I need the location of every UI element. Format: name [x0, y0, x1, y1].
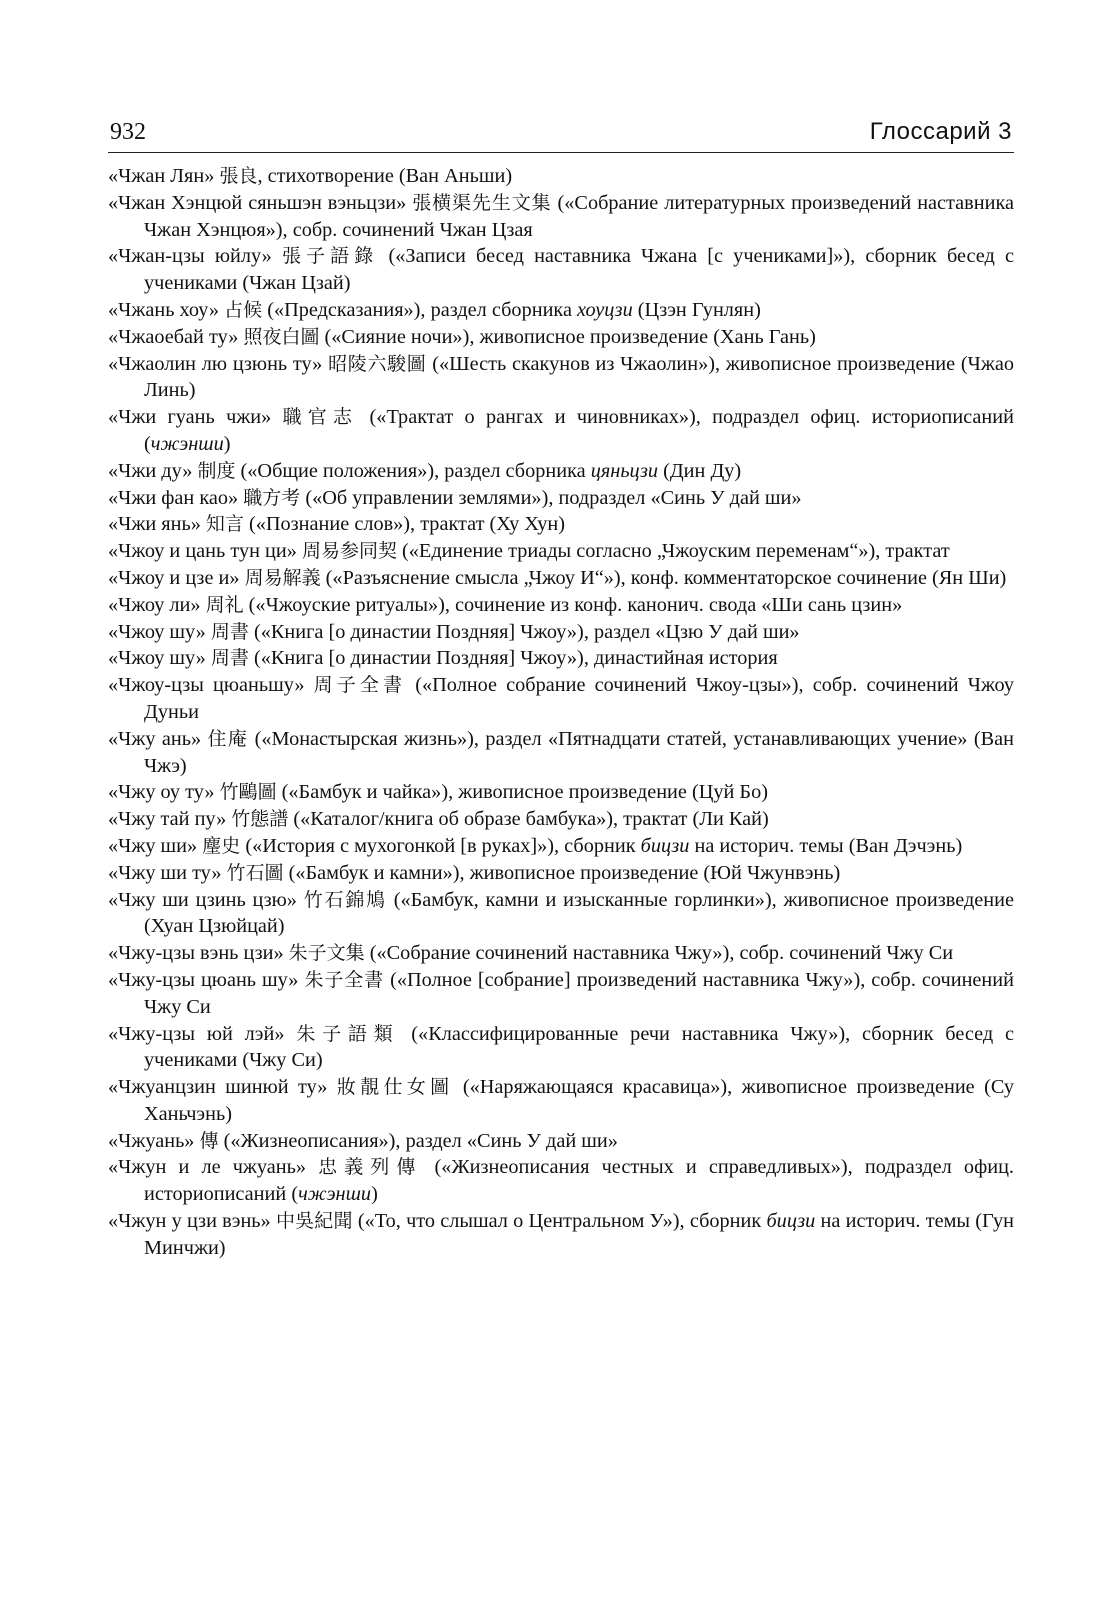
entry-text: «Чжу-цзы цюань шу»	[108, 968, 305, 991]
entry-text: («Бамбук, камни и изысканные горлинки»), живописное произведение (Хуан Цзюйцай)	[144, 888, 1014, 938]
entry-text: («Полное [собрание] произведений наставника Чжу»), собр. сочинений Чжу Си	[144, 968, 1014, 1018]
entry-text: («Жизнеописания»), раздел «Синь У дай ши»	[218, 1129, 618, 1152]
entry-text: «Чжоу шу»	[108, 620, 211, 643]
chinese-characters: 朱子文集	[288, 942, 365, 965]
entry-text: )	[223, 432, 231, 455]
chinese-characters: 竹鷗圖	[219, 781, 277, 804]
glossary-entry	[108, 940, 1014, 967]
entry-text: («Предсказания»), раздел сборника	[262, 298, 578, 321]
entry-text: («Полное собрание сочинений Чжоу-цзы»), собр. сочинений Чжоу Дуньи	[144, 674, 1014, 723]
chinese-characters: 竹態譜	[231, 808, 289, 831]
chinese-characters: 竹石圖	[226, 861, 284, 884]
glossary-entry	[108, 1154, 1014, 1208]
entry-text: («Книга [о династии Поздняя] Чжоу»), раздел «Цзю У дай ши»	[248, 620, 800, 643]
entry-text: («Бамбук и камни»), живописное произведение (Юй Чжунвэнь)	[283, 861, 841, 884]
glossary-page	[108, 118, 1014, 1262]
chinese-characters: 周易解義	[244, 566, 321, 589]
chinese-characters: 竹石錦鳩	[303, 888, 387, 911]
entry-text: «Чжань хоу»	[108, 298, 225, 321]
entry-text: (Дин Ду)	[658, 459, 742, 482]
glossary-entry	[108, 860, 1014, 887]
entry-text: («Трактат о рангах и чиновниках»), подраздел офиц. историописаний (	[144, 406, 1014, 455]
entry-text: («Каталог/книга об образе бамбука»), трактат (Ли Кай)	[288, 808, 769, 831]
glossary-entry	[108, 324, 1014, 351]
entry-text: «Чжоу-цзы цюаньшу»	[108, 674, 314, 697]
glossary-entry	[108, 833, 1014, 860]
entry-text: «Чжаоебай ту»	[108, 325, 244, 348]
entry-text: «Чжу ши»	[108, 834, 203, 857]
entry-text: («Общие положения»), раздел сборника	[235, 459, 591, 482]
entry-text: «Чжан Хэнцюй сяньшэн вэньцзи»	[108, 191, 413, 214]
glossary-entry	[108, 726, 1014, 780]
glossary-entry	[108, 458, 1014, 485]
entry-text: «Чжоу шу»	[108, 647, 211, 670]
italic-term: чжэнши	[298, 1183, 372, 1206]
entry-text: «Чжан-цзы юйлу»	[108, 245, 282, 268]
chinese-characters: 周書	[210, 647, 249, 670]
chinese-characters: 昭陵六駿圖	[328, 352, 427, 375]
entry-text: «Чжи янь»	[108, 513, 206, 536]
glossary-entry	[108, 1021, 1014, 1075]
entry-text: «Чжи гуань чжи»	[108, 406, 283, 429]
entry-text: «Чжу-цзы вэнь цзи»	[108, 942, 289, 965]
entry-text: («Бамбук и чайка»), живописное произведение (Цуй Бо)	[276, 781, 768, 804]
entry-text: на историч. темы (Гун Минчжи)	[144, 1210, 1014, 1259]
glossary-entry	[108, 967, 1014, 1021]
chinese-characters: 知言	[205, 513, 244, 536]
running-header	[108, 118, 1014, 153]
entry-text: , стихотворение (Ван Аньши)	[257, 165, 513, 187]
entry-text: («То, что слышал о Центральном У»), сборник	[352, 1210, 767, 1233]
entry-text: «Чжу ши ту»	[108, 861, 227, 884]
entry-text: («Разъяснение смысла „Чжоу И“»), конф. комментаторское сочинение (Ян Ши)	[320, 566, 1007, 589]
entry-text: «Чжу тай пу»	[108, 808, 232, 831]
glossary-entry	[108, 1128, 1014, 1155]
chinese-characters: 照夜白圖	[243, 325, 320, 348]
italic-term: хоуцзи	[577, 298, 633, 321]
glossary-entry-list	[108, 163, 1014, 1262]
chinese-characters: 周礼	[205, 593, 244, 616]
chinese-characters: 妝靚仕女圖	[336, 1076, 454, 1099]
glossary-entry	[108, 485, 1014, 512]
entry-text: («Собрание сочинений наставника Чжу»), собр. сочинений Чжу Си	[364, 942, 954, 965]
italic-term: бицзи	[766, 1210, 816, 1233]
entry-text: («Чжоуские ритуалы»), сочинение из конф. канонич. свода «Ши сань цзин»	[243, 593, 903, 616]
glossary-entry	[108, 806, 1014, 833]
italic-term: цяньцзи	[590, 459, 659, 482]
chinese-characters: 麈史	[202, 834, 241, 857]
glossary-entry	[108, 351, 1014, 405]
entry-text: «Чжуанцзин шинюй ту»	[108, 1076, 337, 1099]
entry-text: )	[371, 1183, 378, 1206]
entry-text: «Чжоу и цань тун ци»	[108, 540, 302, 563]
entry-text: («Записи бесед наставника Чжана [с учениками]»), сборник бесед с учениками (Чжан Цзай)	[144, 245, 1014, 295]
glossary-entry	[108, 511, 1014, 538]
entry-text: «Чжуань»	[108, 1129, 200, 1152]
entry-text: «Чжан Лян»	[108, 165, 220, 187]
entry-text: «Чжу оу ту»	[108, 781, 220, 804]
entry-text: («Наряжающаяся красавица»), живописное произведение (Су Ханьчэнь)	[144, 1076, 1014, 1125]
entry-text: «Чжун и ле чжуань»	[108, 1156, 319, 1179]
entry-text: «Чжун у цзи вэнь»	[108, 1210, 276, 1233]
chinese-characters: 中吳紀聞	[275, 1210, 353, 1233]
entry-text: на историч. темы (Ван Дэчэнь)	[689, 834, 963, 857]
section-title: Глоссарий 3	[869, 118, 1012, 145]
glossary-entry	[108, 1074, 1014, 1128]
entry-text: («Познание слов»), трактат (Ху Хун)	[243, 513, 565, 536]
entry-text: («Жизнеописания честных и справедливых»), подраздел офиц. историописаний (	[144, 1156, 1014, 1206]
entry-text: («Сияние ночи»), живописное произведение (Хань Гань)	[319, 325, 816, 348]
chinese-characters: 周子全書	[313, 674, 407, 697]
chinese-characters: 傳	[199, 1129, 219, 1152]
entry-text: («Об управлении землями»), подраздел «Синь У дай ши»	[300, 486, 802, 509]
entry-text: «Чжи фан као»	[108, 486, 244, 509]
chinese-characters: 周易参同契	[301, 540, 397, 563]
entry-text: «Чжаолин лю цзюнь ту»	[108, 352, 329, 375]
glossary-entry	[108, 404, 1014, 458]
glossary-entry	[108, 887, 1014, 941]
entry-text: («История с мухогонкой [в руках]»), сборник	[240, 834, 641, 857]
glossary-entry	[108, 163, 1014, 190]
chinese-characters: 朱子語類	[296, 1022, 400, 1045]
chinese-characters: 周書	[210, 620, 249, 643]
chinese-characters: 朱子全書	[304, 968, 385, 991]
chinese-characters: 張子語錄	[281, 245, 379, 268]
entry-text: «Чжоу ли»	[108, 593, 206, 616]
entry-text: («Монастырская жизнь»), раздел «Пятнадцати статей, устанавливающих учение» (Ван Чжэ)	[144, 727, 1014, 777]
glossary-entry	[108, 779, 1014, 806]
chinese-characters: 占候	[224, 298, 263, 321]
entry-text: («Единение триады согласно „Чжоуским переменам“»), трактат	[396, 540, 950, 563]
chinese-characters: 張良	[219, 165, 258, 187]
entry-text: («Собрание литературных произведений наставника Чжан Хэнцюя»), собр. сочинений Чжан Цзая	[144, 191, 1014, 241]
glossary-entry	[108, 297, 1014, 324]
entry-text: «Чжу ши цзинь цзю»	[108, 888, 304, 911]
italic-term: чжэнши	[150, 432, 224, 455]
chinese-characters: 職官志	[282, 406, 359, 429]
entry-text: («Шесть скакунов из Чжаолин»), живописное произведение (Чжао Линь)	[144, 352, 1015, 402]
glossary-entry	[108, 190, 1014, 244]
entry-text: («Классифицированные речи наставника Чжу»), сборник бесед с учениками (Чжу Си)	[144, 1022, 1014, 1072]
entry-text: «Чжу-цзы юй лэй»	[108, 1022, 297, 1045]
glossary-entry	[108, 538, 1014, 565]
italic-term: бицзи	[640, 834, 690, 857]
glossary-entry	[108, 243, 1014, 297]
chinese-characters: 忠義列傳	[318, 1156, 423, 1179]
entry-text: «Чжу ань»	[108, 727, 208, 750]
chinese-characters: 制度	[197, 459, 236, 482]
glossary-entry	[108, 1208, 1014, 1262]
glossary-entry	[108, 619, 1014, 646]
entry-text: «Чжоу и цзе и»	[108, 566, 245, 589]
page-number: 932	[110, 119, 146, 145]
chinese-characters: 住庵	[207, 727, 249, 750]
glossary-entry	[108, 645, 1014, 672]
glossary-entry	[108, 672, 1014, 726]
entry-text: «Чжи ду»	[108, 459, 198, 482]
chinese-characters: 職方考	[243, 486, 301, 509]
chinese-characters: 張横渠先生文集	[412, 191, 552, 214]
entry-text: («Книга [о династии Поздняя] Чжоу»), династийная история	[248, 647, 778, 670]
glossary-entry	[108, 565, 1014, 592]
entry-text: (Цзэн Гунлян)	[632, 298, 761, 321]
glossary-entry	[108, 592, 1014, 619]
